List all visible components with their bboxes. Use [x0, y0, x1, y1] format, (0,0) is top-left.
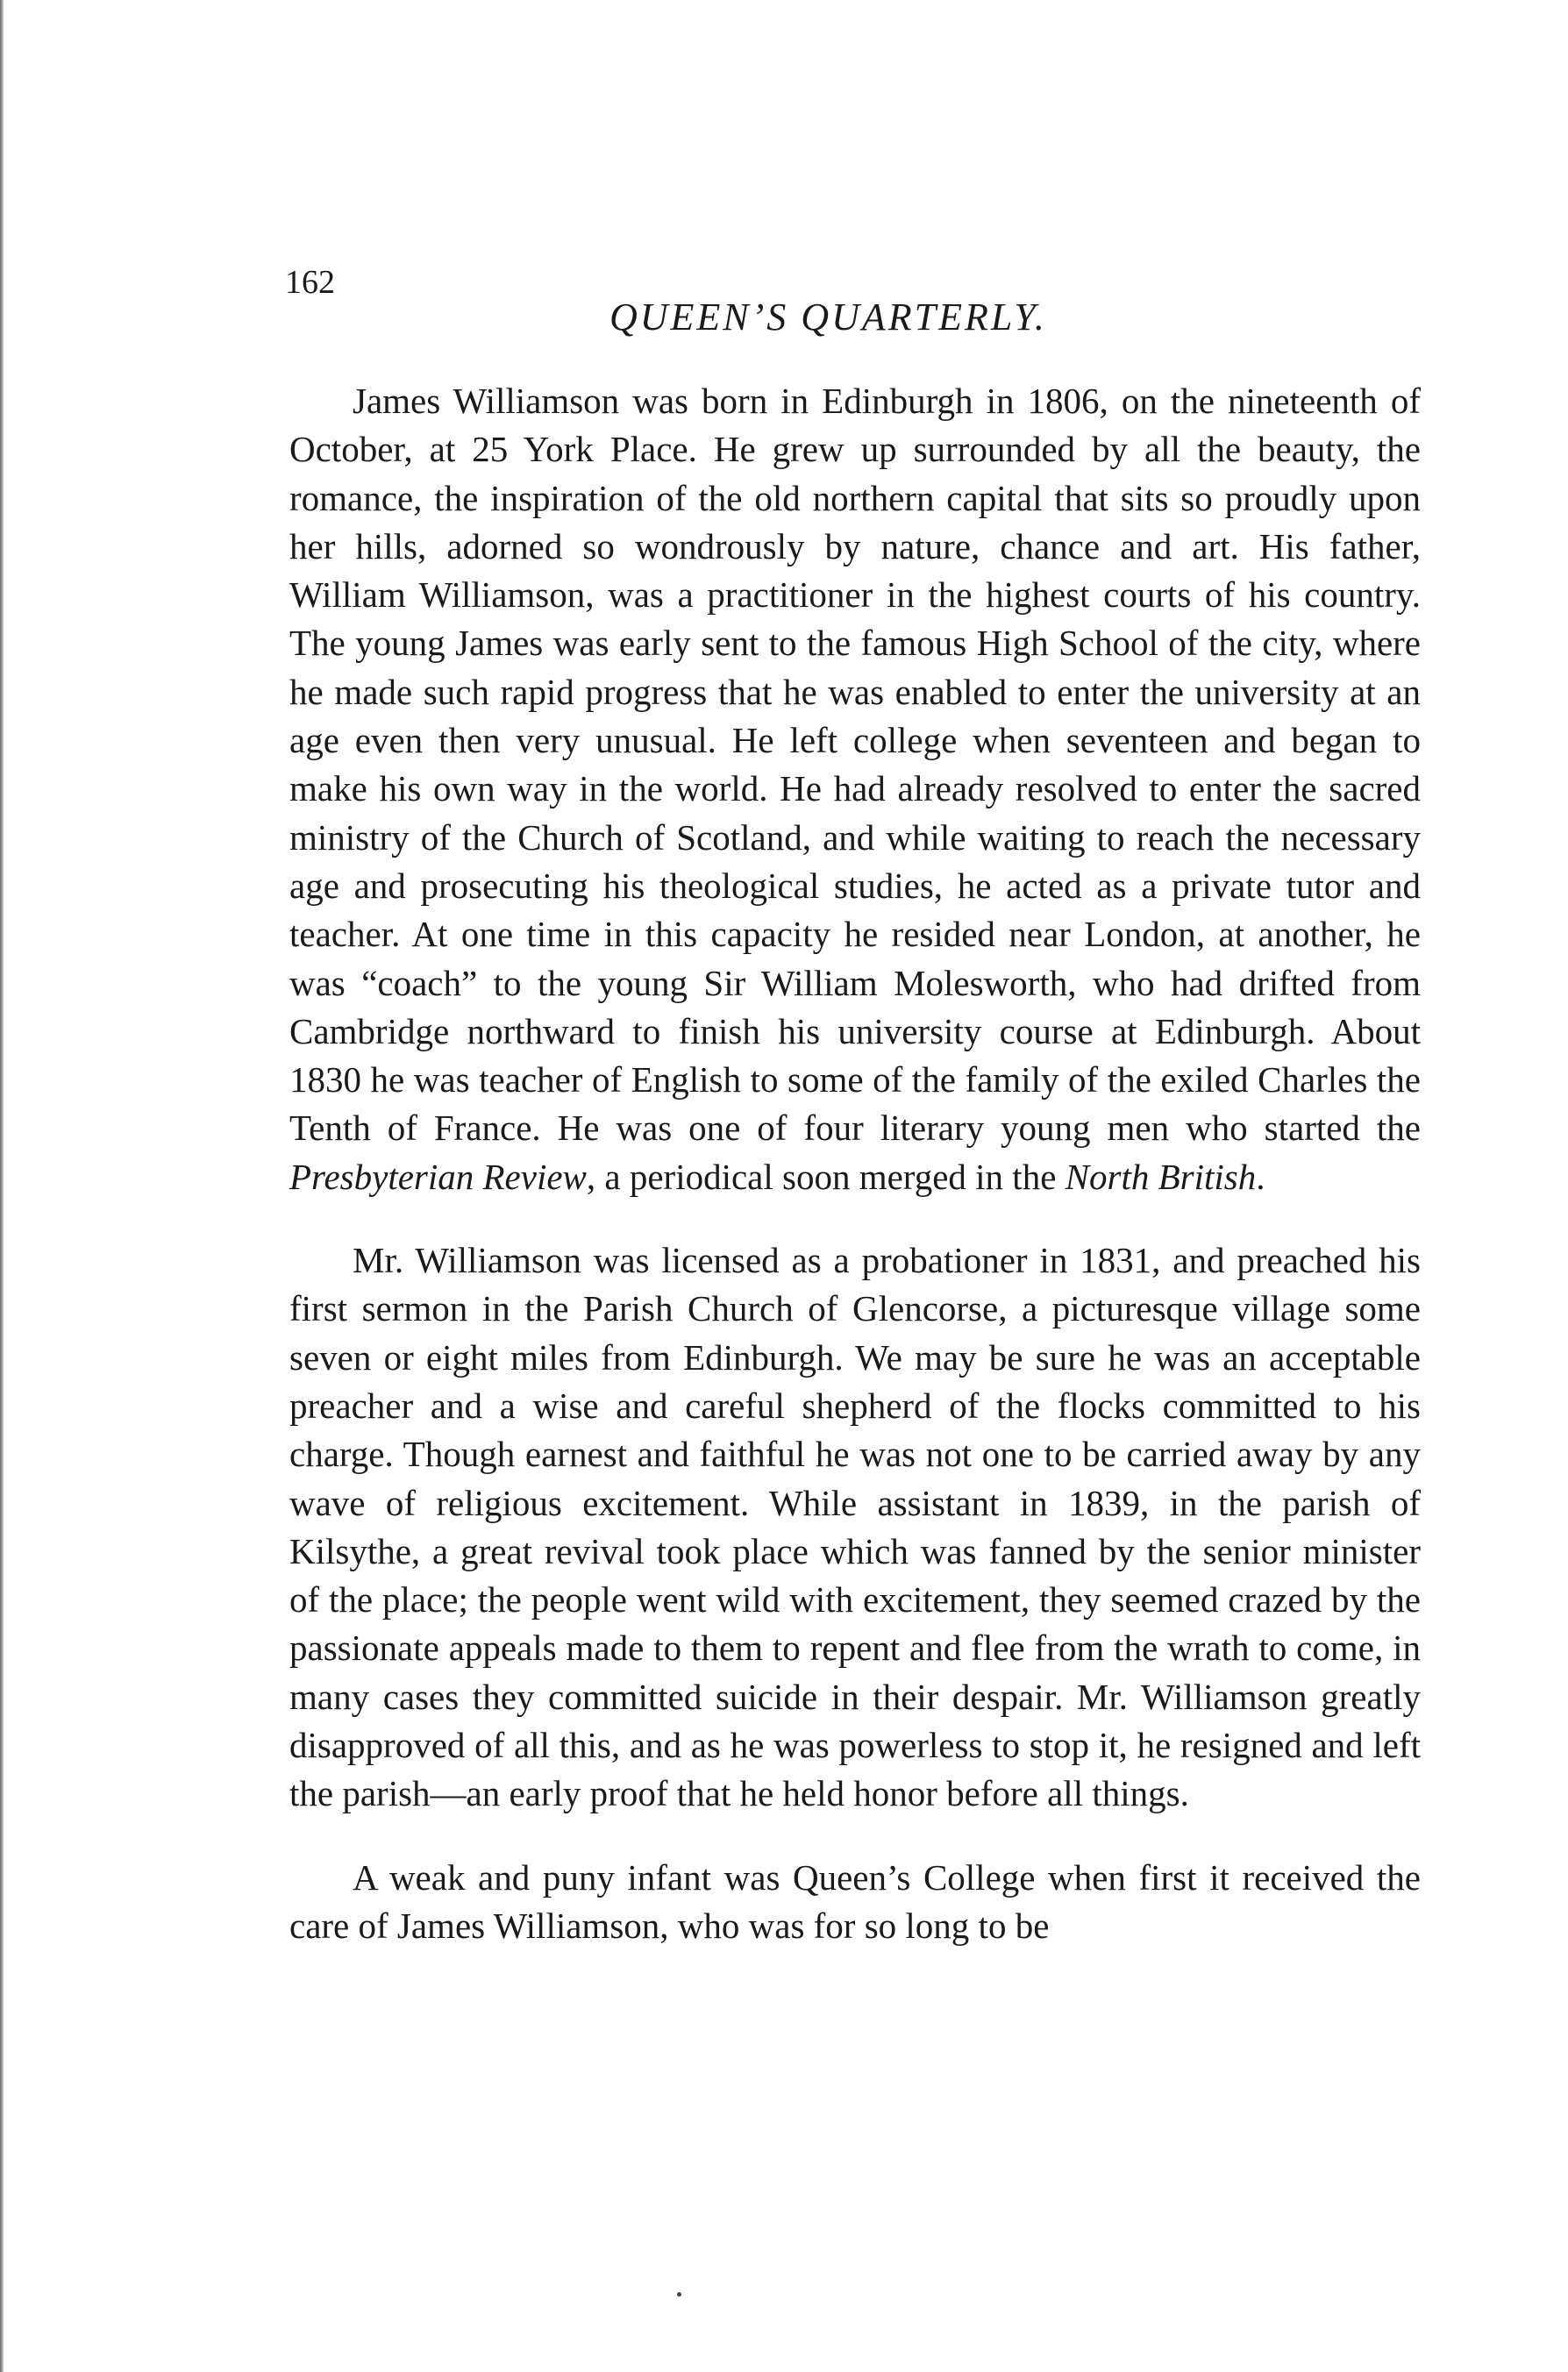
- paragraph-1-text-b: , a periodical soon merged in the: [586, 1156, 1066, 1197]
- footer-dot: [677, 2292, 681, 2297]
- italic-title-north-british: North British: [1065, 1156, 1257, 1197]
- paragraph-2: Mr. Williamson was licensed as a probationer in 1831, and preached his first sermon in the Parish Church of Glencorse, a picturesque village some seven or eight miles from Edinburgh. We may be sure he was an acceptable preacher and a wise and careful shepherd of the flocks committed to his charge. Though earnest and faithful he was not one to be carried away by any wave of religious excitement. While assistant in 1839, in the parish of Kilsythe, a great revival took place which was fanned by the senior minister of the place; the people went wild with excitement, they seemed crazed by the passionate appeals made to them to repent and flee from the wrath to come, in many cases they committed suicide in their despair. Mr. Williamson greatly disapproved of all this, and as he was powerless to stop it, he resigned and left the parish—an early proof that he held honor before all things.: [289, 1240, 1421, 1814]
- page-edge: [0, 0, 4, 2372]
- body-text: [289, 377, 1421, 1950]
- paragraph-1-text-a: James Williamson was born in Edinburgh in 1806, on the nineteenth of October, at 25 York Place. He grew up surrounded by all the beauty, the romance, the inspiration of the old northern capital that sits so proudly upon her hills, adorned so wondrously by nature, chance and art. His father, William Williamson, was a practitioner in the highest courts of his country. The young James was early sent to the famous High School of the city, where he made such rapid progress that he was enabled to enter the university at an age even then very unusual. He left college when seventeen and began to make his own way in the world. He had already resolved to enter the sacred ministry of the Church of Scotland, and while waiting to reach the necessary age and prosecuting his theological studies, he acted as a private tutor and teacher. At one time in this capacity he resided near London, at another, he was “coach” to the young Sir William Molesworth, who had drifted from Cambridge northward to finish his university course at Edinburgh. About 1830 he was teacher of English to some of the family of the exiled Charles the Tenth of France. He was one of four literary young men who started the: [289, 381, 1421, 1149]
- paragraph-3: A weak and puny infant was Queen’s College when first it received the care of James Williamson, who was for so long to be: [289, 1856, 1421, 1946]
- running-head: QUEEN’S QUARTERLY.: [609, 296, 1047, 338]
- page-header: [285, 263, 1425, 338]
- italic-title-presbyterian-review: Presbyterian Review: [289, 1156, 587, 1197]
- paragraph-1: [289, 377, 1421, 1201]
- paragraph-1-text-c: .: [1256, 1156, 1265, 1197]
- page-number: 162: [285, 264, 335, 301]
